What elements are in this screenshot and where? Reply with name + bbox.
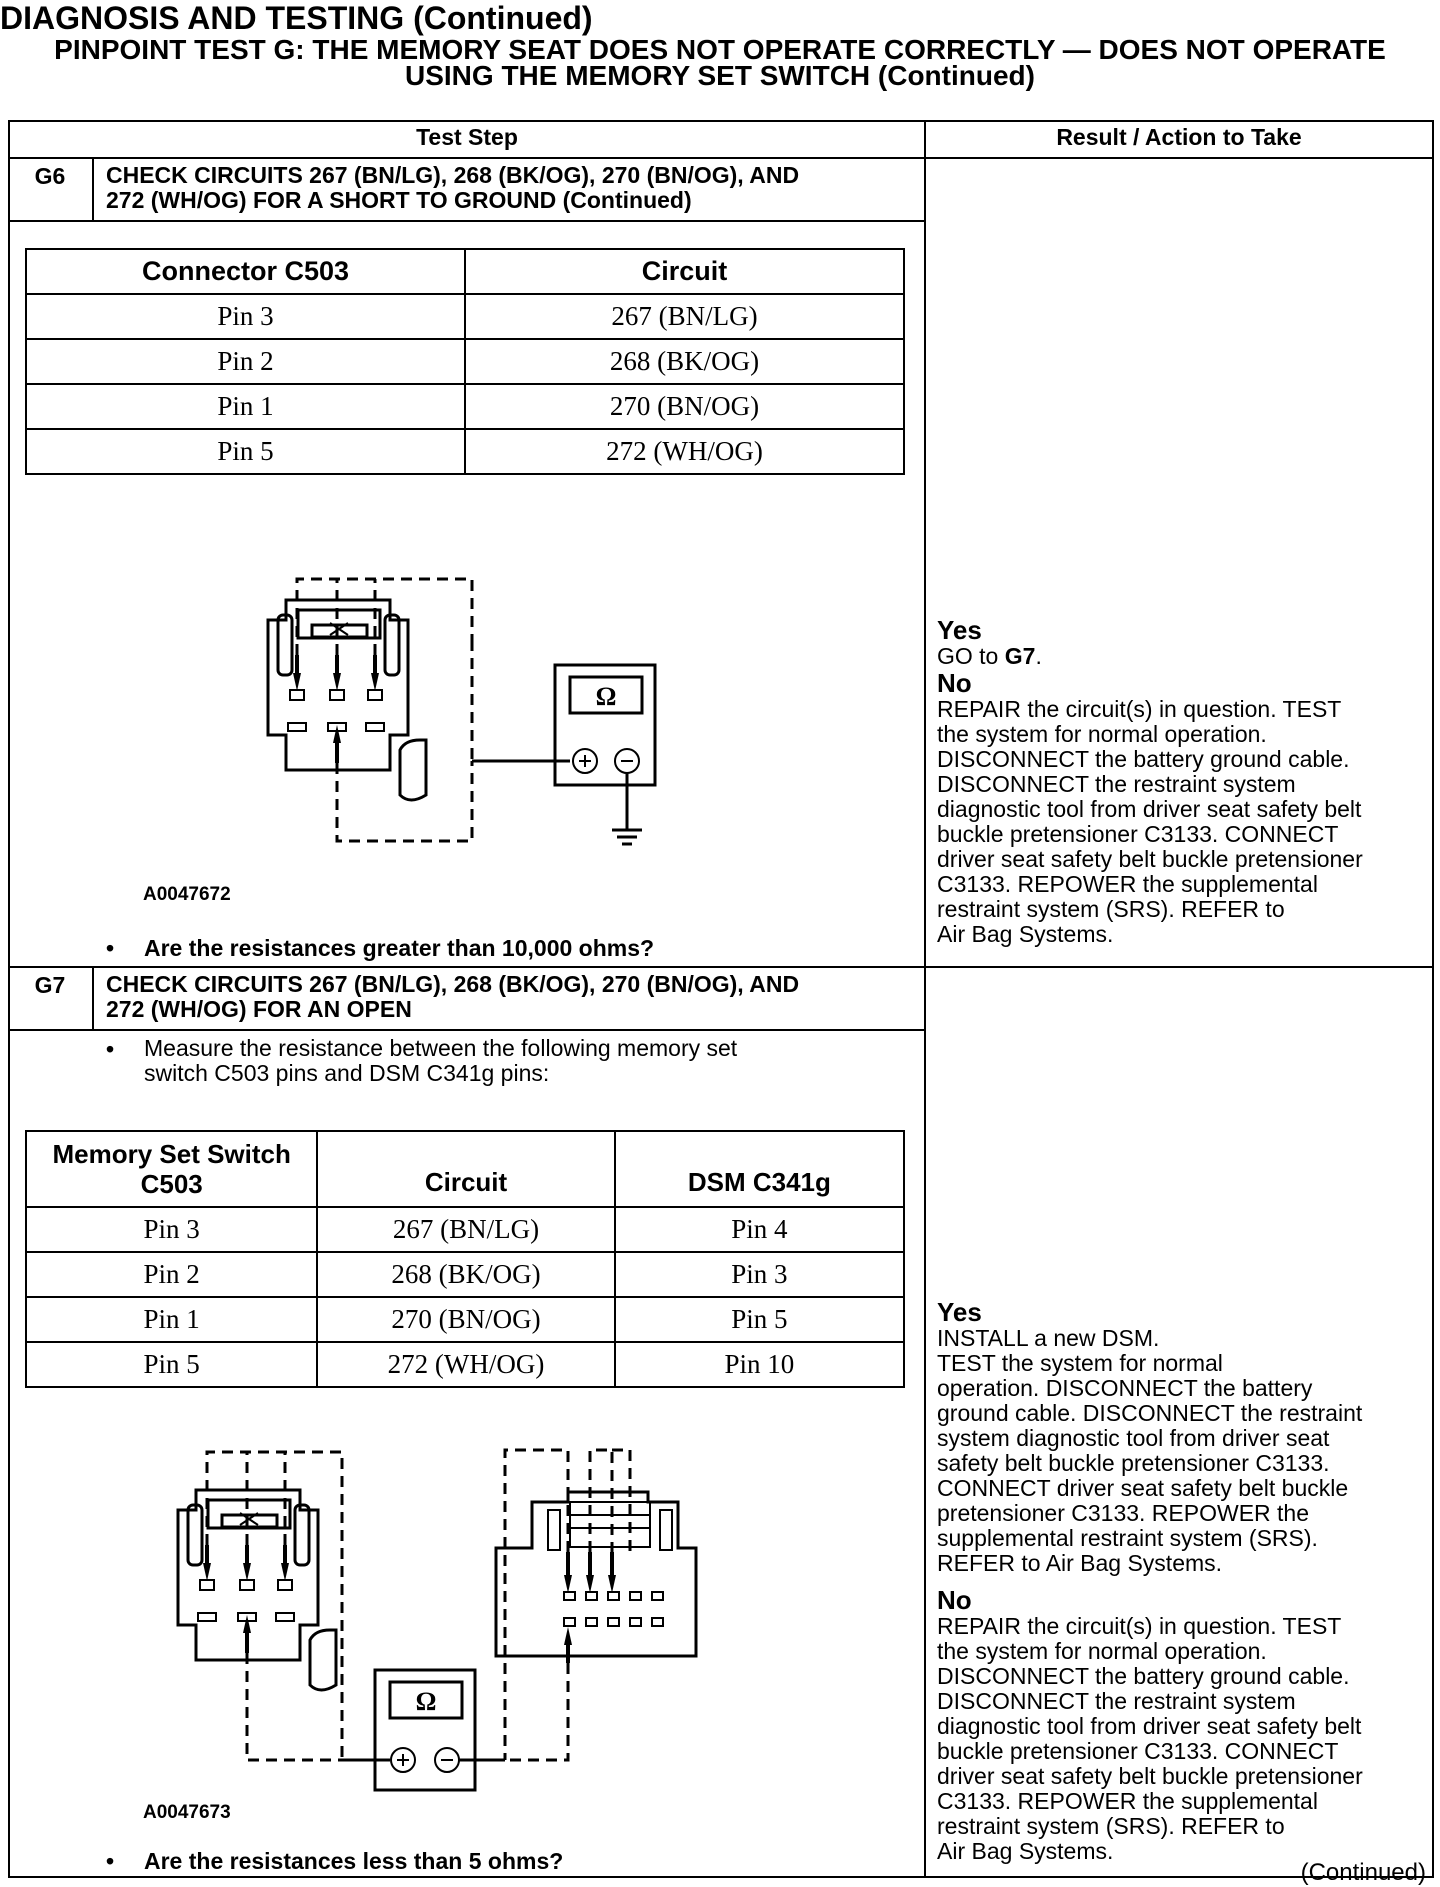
header-bottom-border <box>8 157 1434 159</box>
g6-title-bottom-border <box>8 220 926 222</box>
g6-cell-circuit: 267 (BN/LG) <box>465 294 904 339</box>
g7-title-bottom-border <box>8 1029 926 1031</box>
g6-yes-target-step: G7 <box>1004 643 1036 669</box>
g6-yes-text <box>937 644 1363 669</box>
ohm-symbol: Ω <box>415 1687 437 1716</box>
table-top-border <box>8 120 1434 122</box>
g7-question <box>106 1848 563 1875</box>
table-row <box>26 429 904 474</box>
g6-yes-prefix: GO to <box>937 643 1005 669</box>
g6-cell-pin: Pin 5 <box>26 429 465 474</box>
g7-cell-pin: Pin 3 <box>26 1207 317 1252</box>
g7-figure-id: A0047673 <box>143 1802 231 1823</box>
table-row <box>26 1297 904 1342</box>
g7-cell-dsm-pin: Pin 10 <box>615 1342 904 1387</box>
g7-id-divider <box>92 966 94 1031</box>
table-row <box>26 1207 904 1252</box>
g7-cell-dsm-pin: Pin 4 <box>615 1207 904 1252</box>
g7-cell-circuit: 267 (BN/LG) <box>317 1207 614 1252</box>
g7-cell-pin: Pin 2 <box>26 1252 317 1297</box>
g6-wiring-diagram <box>250 565 700 855</box>
bullet: • <box>106 1848 115 1874</box>
g6-pin-table <box>25 248 905 475</box>
continued-footer: (Continued) <box>1300 1859 1426 1886</box>
test-title <box>0 34 1440 91</box>
g6-no-label: No <box>937 668 972 698</box>
g6-figure-id: A0047672 <box>143 884 231 905</box>
g7-yes-label: Yes <box>937 1297 982 1327</box>
ohm-symbol: Ω <box>595 682 617 711</box>
g6-id-divider <box>92 157 94 222</box>
g7-cell-pin: Pin 5 <box>26 1342 317 1387</box>
g7-step-title: CHECK CIRCUITS 267 (BN/LG), 268 (BK/OG), 270 (BN/OG), AND 272 (WH/OG) FOR AN OPEN <box>106 971 800 1022</box>
g7-result <box>937 1298 1363 1864</box>
g7-instruction <box>106 1036 737 1087</box>
g6-yes-label: Yes <box>937 615 982 645</box>
g6-cell-pin: Pin 3 <box>26 294 465 339</box>
section-title: DIAGNOSIS AND TESTING (Continued) <box>0 0 593 36</box>
ground-icon <box>612 830 642 844</box>
g7-header-circuit: Circuit <box>317 1131 614 1207</box>
table-bottom-border <box>8 1876 1434 1878</box>
g7-pin-table <box>25 1130 905 1388</box>
test-lead-probes <box>293 655 379 763</box>
g6-step-id: G6 <box>34 163 66 189</box>
c503-dashed-leads <box>207 1452 342 1760</box>
column-header-test-step: Test Step <box>416 124 518 150</box>
g7-header-switch: Memory Set Switch C503 <box>26 1131 317 1207</box>
g7-instruction-text: Measure the resistance between the following memory set switch C503 pins and DSM C341g pins: <box>144 1035 738 1086</box>
test-title-line-2: USING THE MEMORY SET SWITCH (Continued) <box>405 60 1035 91</box>
table-row <box>26 339 904 384</box>
g7-table-header-row <box>26 1131 904 1207</box>
g7-step-id: G7 <box>34 972 66 998</box>
table-row <box>26 384 904 429</box>
g7-header-dsm: DSM C341g <box>615 1131 904 1207</box>
bullet: • <box>106 935 115 961</box>
g6-bottom-border <box>8 966 1434 968</box>
g7-wiring-diagram <box>160 1440 760 1800</box>
g7-yes-text: INSTALL a new DSM. TEST the system for normal operation. DISCONNECT the battery ground cable. DISCONNECT the restraint system diagnostic tool from driver seat safety belt buckle pretensioner C3133. CONNECT driver seat safety belt buckle pretensioner C3133. REPOWER the supplemental restraint system (SRS). REFER to Air Bag Systems. <box>937 1325 1363 1576</box>
g7-cell-dsm-pin: Pin 5 <box>615 1297 904 1342</box>
g7-no-label: No <box>937 1585 972 1615</box>
table-row <box>26 1342 904 1387</box>
g6-cell-circuit: 268 (BK/OG) <box>465 339 904 384</box>
g7-cell-dsm-pin: Pin 3 <box>615 1252 904 1297</box>
g7-cell-pin: Pin 1 <box>26 1297 317 1342</box>
table-right-border <box>1432 120 1434 1878</box>
g6-cell-circuit: 270 (BN/OG) <box>465 384 904 429</box>
g7-cell-circuit: 268 (BK/OG) <box>317 1252 614 1297</box>
dsm-dashed-leads <box>505 1450 630 1760</box>
bullet: • <box>106 1036 115 1062</box>
g6-result <box>937 616 1363 947</box>
g6-yes-suffix: . <box>1035 643 1042 669</box>
g7-question-text: Are the resistances less than 5 ohms? <box>144 1848 564 1874</box>
g7-no-text: REPAIR the circuit(s) in question. TEST the system for normal operation. DISCONNECT the battery ground cable. DISCONNECT the restraint system diagnostic tool from driver seat safety belt buckle pretensioner C3133. CONNECT driver seat safety belt buckle pretensioner C3133. REPOWER the supplemental restraint system (SRS). REFER to Air Bag Systems. <box>937 1613 1363 1864</box>
dsm-c341g-connector-icon <box>496 1492 696 1656</box>
g6-question <box>106 935 654 962</box>
column-header-result: Result / Action to Take <box>1056 124 1302 150</box>
column-divider <box>924 120 926 1878</box>
g7-cell-circuit: 270 (BN/OG) <box>317 1297 614 1342</box>
g6-header-connector: Connector C503 <box>26 249 465 294</box>
g6-no-text: REPAIR the circuit(s) in question. TEST the system for normal operation. DISCONNECT the battery ground cable. DISCONNECT the restraint system diagnostic tool from driver seat safety belt buckle pretensioner C3133. CONNECT driver seat safety belt buckle pretensioner C3133. REPOWER the supplemental restraint system (SRS). REFER to Air Bag Systems. <box>937 696 1363 947</box>
table-row <box>26 1252 904 1297</box>
g6-cell-pin: Pin 2 <box>26 339 465 384</box>
g6-question-text: Are the resistances greater than 10,000 ohms? <box>144 935 655 961</box>
g6-header-circuit: Circuit <box>465 249 904 294</box>
g6-step-title: CHECK CIRCUITS 267 (BN/LG), 268 (BK/OG), 270 (BN/OG), AND 272 (WH/OG) FOR A SHORT TO GROUND (Continued) <box>106 162 800 213</box>
g6-cell-circuit: 272 (WH/OG) <box>465 429 904 474</box>
c503-connector-icon <box>178 1490 336 1690</box>
c503-probes <box>203 1545 289 1653</box>
test-title-line-1: PINPOINT TEST G: THE MEMORY SEAT DOES NOT OPERATE CORRECTLY — DOES NOT OPERATE <box>54 34 1386 65</box>
table-left-border <box>8 120 10 1878</box>
c503-connector-icon <box>268 600 426 800</box>
dsm-probes <box>564 1552 616 1663</box>
table-row <box>26 294 904 339</box>
g6-table-header-row <box>26 249 904 294</box>
g7-cell-circuit: 272 (WH/OG) <box>317 1342 614 1387</box>
g6-cell-pin: Pin 1 <box>26 384 465 429</box>
